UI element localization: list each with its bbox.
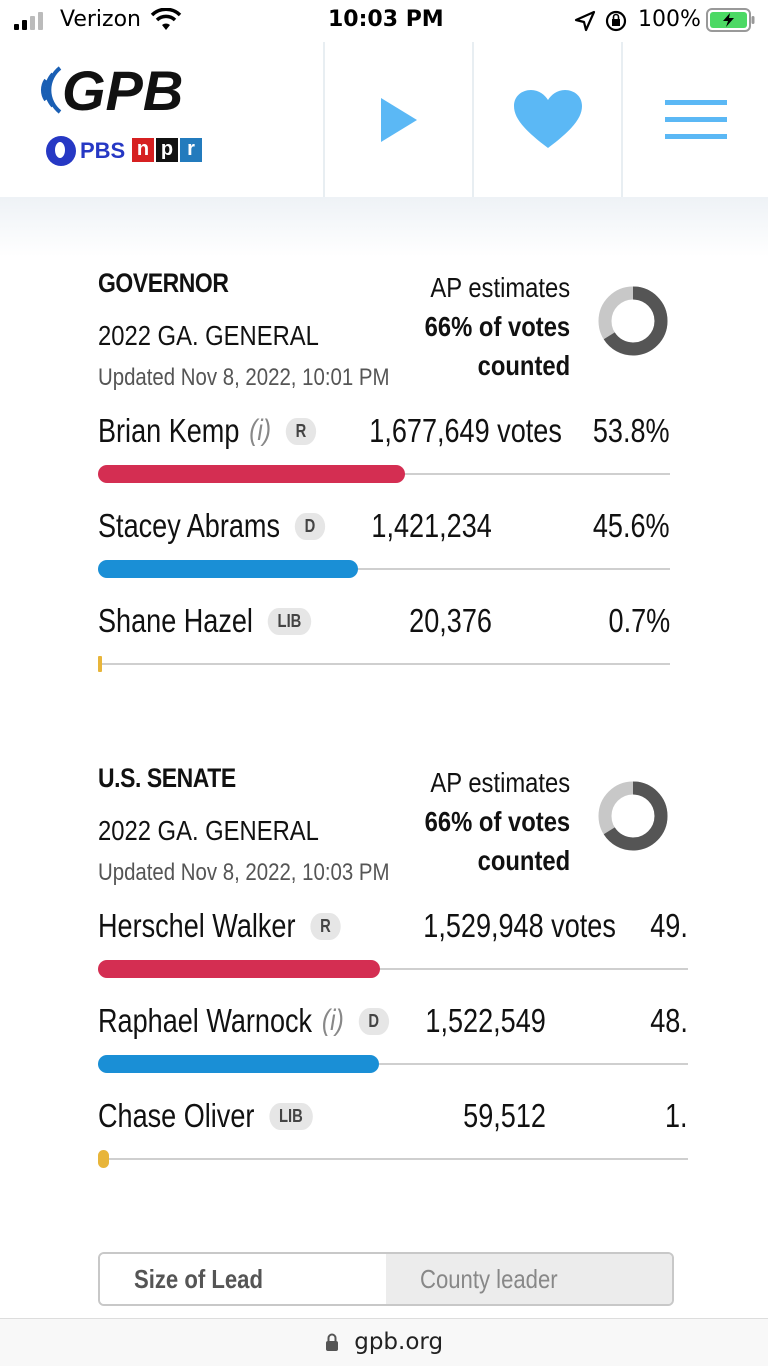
candidate-row [98,1002,688,1094]
signal-icon [14,12,43,30]
race-governor [98,268,698,688]
vote-percent: 53.8% [593,412,670,449]
votes-counted-donut [598,781,668,851]
status-bar [0,0,768,42]
hamburger-menu-icon [665,100,727,140]
tab-county-leader[interactable]: County leader [386,1254,672,1304]
svg-text:GPB: GPB [62,60,184,120]
race-title: U.S. SENATE [98,763,236,793]
party-badge: R [310,913,340,940]
party-badge: LIB [268,608,311,635]
npr-logo: n p r [132,138,202,162]
incumbent-marker: (i) [249,414,272,447]
heart-icon [514,90,582,150]
incumbent-marker: (i) [321,1004,344,1037]
ap-estimate: AP estimates 66% of votes counted [388,763,668,873]
carrier-label: Verizon [60,7,141,32]
vote-bar-fill [98,1150,109,1168]
candidate-name: Brian Kemp [98,412,240,449]
candidate-row [98,412,670,504]
lock-icon [325,1333,339,1351]
vote-count: 1,677,649 votes [369,412,562,449]
party-badge: LIB [269,1103,312,1130]
candidate-row [98,1097,688,1189]
battery-icon [706,8,756,32]
map-view-tabs [98,1252,674,1306]
url-text: gpb.org [354,1329,444,1355]
vote-bar-fill [98,465,405,483]
rotation-lock-icon [604,10,628,32]
race-updated: Updated Nov 8, 2022, 10:03 PM [98,859,390,886]
candidate-name: Raphael Warnock [98,1002,313,1039]
vote-count: 1,522,549 [425,1002,546,1039]
donate-heart-button[interactable] [474,42,623,197]
clock: 10:03 PM [328,7,444,32]
vote-count: 59,512 [463,1097,546,1134]
browser-url-bar[interactable] [0,1318,768,1366]
vote-bar-track [98,1158,688,1160]
race-senate [98,763,698,1183]
party-badge: D [295,513,325,540]
party-badge: D [359,1008,389,1035]
vote-count: 1,421,234 [371,507,492,544]
candidate-row [98,907,688,999]
race-subtitle: 2022 GA. GENERAL [98,815,319,846]
candidate-name: Chase Oliver [98,1097,255,1134]
race-title: GOVERNOR [98,268,229,298]
candidate-row [98,507,670,599]
candidate-name: Stacey Abrams [98,507,280,544]
race-subtitle: 2022 GA. GENERAL [98,320,319,351]
vote-percent: 49. [650,907,688,944]
party-badge: R [286,418,316,445]
vote-percent: 1. [665,1097,688,1134]
vote-percent: 0.7% [608,602,670,639]
menu-button[interactable] [623,42,768,197]
pbs-logo: PBS [46,136,125,166]
pbs-head-icon [46,136,76,166]
wifi-icon [150,8,182,32]
location-icon [574,10,596,32]
tab-size-of-lead[interactable]: Size of Lead [100,1254,386,1304]
battery-percent: 100% [638,7,701,32]
vote-count: 1,529,948 votes [423,907,616,944]
play-icon [379,96,419,144]
candidate-row [98,602,670,694]
logo-link[interactable] [0,42,325,197]
header-shadow [0,197,768,257]
vote-percent: 45.6% [593,507,670,544]
vote-bar-track [98,663,670,665]
play-button[interactable] [325,42,474,197]
ap-estimate: AP estimates 66% of votes counted [388,268,668,378]
candidate-name: Shane Hazel [98,602,253,639]
vote-percent: 48. [650,1002,688,1039]
site-header [0,42,768,197]
gpb-logo [40,60,210,120]
candidate-name: Herschel Walker [98,907,296,944]
vote-bar-fill [98,1055,379,1073]
vote-count: 20,376 [409,602,492,639]
vote-bar-fill [98,656,102,672]
vote-bar-fill [98,960,380,978]
vote-bar-fill [98,560,358,578]
votes-counted-donut [598,286,668,356]
race-updated: Updated Nov 8, 2022, 10:01 PM [98,364,390,391]
